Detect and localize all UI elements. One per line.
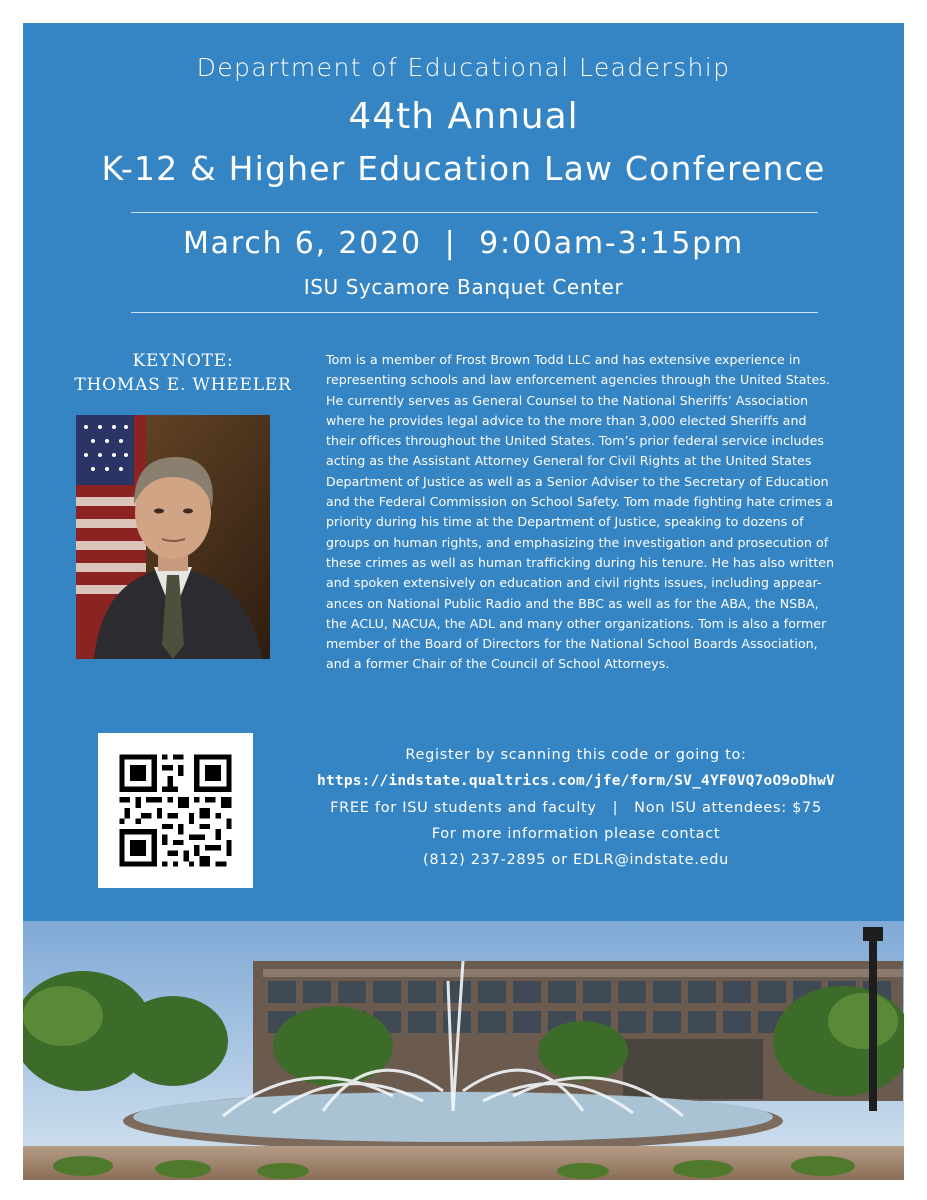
- registration-link[interactable]: https://indstate.qualtrics.com/jfe/form/SV_4YF0VQ7oO9oDhwV: [317, 773, 835, 789]
- pricing-info: FREE for ISU students and faculty | Non ISU attendees: $75: [330, 800, 822, 816]
- bio-line: He currently serves as General Counsel to the National Sheriffs’ Association: [326, 392, 809, 408]
- event-date-time: March 6, 2020 | 9:00am-3:15pm: [183, 226, 744, 261]
- bio-line: ances on National Public Radio and the BBC as well as for the ABA, the NSBA,: [326, 595, 819, 611]
- bio-line: representing schools and law enforcement agencies through the United States.: [326, 372, 830, 388]
- bio-line: their offices throughout the United States. Tom’s prior federal service includes: [326, 433, 824, 449]
- bio-line: where he provides legal advice to the more than 3,000 elected Sheriffs and: [326, 412, 807, 428]
- bio-line: and spoken extensively on education and civil rights issues, including appear-: [326, 575, 822, 591]
- annual-label: 44th Annual: [348, 96, 579, 137]
- keynote-label: KEYNOTE:: [132, 351, 234, 371]
- bio-line: and a former Chair of the Council of School Attorneys.: [326, 656, 670, 672]
- bio-line: member of the Board of Directors for the National School Boards Association,: [326, 636, 818, 652]
- speaker-photo: [76, 415, 270, 659]
- bio-line: the ACLU, NACUA, the ADL and many other organizations. Tom is also a former: [326, 615, 827, 631]
- campus-photo: [23, 921, 904, 1180]
- register-instruction: Register by scanning this code or going to:: [405, 747, 747, 763]
- contact-label: For more information please contact: [431, 826, 721, 842]
- divider-top: [131, 212, 818, 213]
- keynote-heading: [63, 349, 303, 397]
- event-venue: ISU Sycamore Banquet Center: [303, 275, 624, 299]
- bio-line: these crimes as well as human trafficking during his tenure. He has also written: [326, 554, 835, 570]
- bio-line: Department of Justice as well as a Senior Adviser to the Secretary of Education: [326, 473, 829, 489]
- bio-line: acting as the Assistant Attorney General for Civil Rights at the United States: [326, 453, 812, 469]
- conference-title: K-12 & Higher Education Law Conference: [101, 149, 826, 188]
- divider-bottom: [131, 312, 818, 313]
- bio-line: Tom is a member of Frost Brown Todd LLC and has extensive experience in: [326, 352, 801, 367]
- conference-panel: [23, 23, 904, 921]
- bio-line: and the Federal Commission on School Safety. Tom made fighting hate crimes a: [326, 494, 834, 510]
- keynote-speaker-name: THOMAS E. WHEELER: [74, 375, 292, 395]
- department-name: Department of Educational Leadership: [196, 53, 731, 82]
- bio-line: priority during his time at the Department of Justice, speaking to dozens of: [326, 514, 804, 530]
- bio-line: groups on human rights, and emphasizing the investigation and prosecution of: [326, 534, 829, 550]
- registration-qr-code[interactable]: [98, 733, 253, 888]
- contact-info: (812) 237-2895 or EDLR@indstate.edu: [422, 852, 730, 868]
- speaker-bio: [326, 350, 866, 675]
